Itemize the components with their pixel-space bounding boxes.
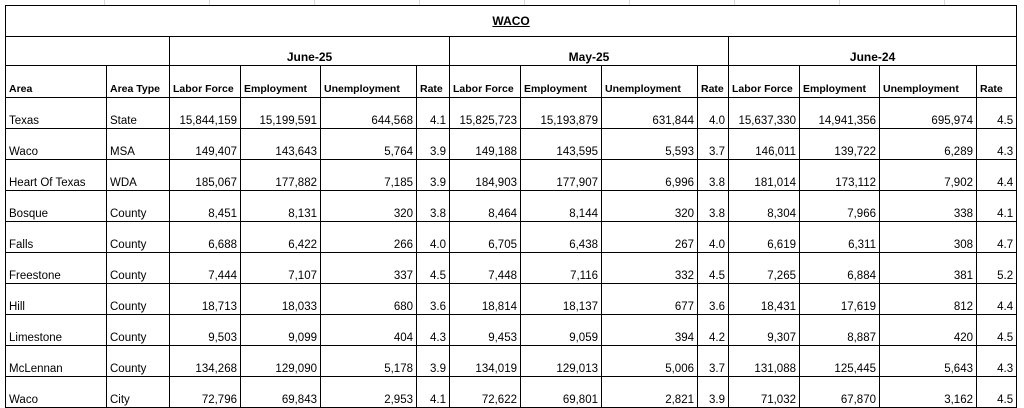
column-header-row — [6, 66, 1017, 98]
value-cell[interactable]: 3.8 — [417, 191, 450, 222]
period-header-row — [6, 37, 1017, 66]
value-cell[interactable]: 143,595 — [521, 129, 602, 160]
value-cell[interactable]: 9,307 — [729, 315, 800, 346]
value-cell[interactable]: 7,966 — [800, 191, 880, 222]
table-row — [6, 222, 1017, 253]
value-cell[interactable]: 2,953 — [321, 377, 417, 408]
value-cell[interactable]: 69,801 — [521, 377, 602, 408]
value-cell[interactable]: 72,622 — [450, 377, 521, 408]
area-cell[interactable]: Freestone — [6, 253, 107, 284]
value-cell[interactable]: 149,188 — [450, 129, 521, 160]
value-cell[interactable]: 4.7 — [977, 222, 1017, 253]
value-cell[interactable]: 338 — [880, 191, 977, 222]
column-header[interactable]: Rate — [977, 66, 1017, 98]
value-cell[interactable]: 129,013 — [521, 346, 602, 377]
value-cell[interactable]: 18,814 — [450, 284, 521, 315]
value-cell[interactable]: 9,453 — [450, 315, 521, 346]
value-cell[interactable]: 3.9 — [698, 377, 729, 408]
value-cell[interactable]: 8,451 — [170, 191, 241, 222]
value-cell[interactable]: 4.5 — [977, 98, 1017, 129]
value-cell[interactable]: 6,884 — [800, 253, 880, 284]
value-cell[interactable]: 9,099 — [241, 315, 321, 346]
value-cell[interactable]: 5,764 — [321, 129, 417, 160]
value-cell[interactable]: 3,162 — [880, 377, 977, 408]
column-header[interactable]: Employment — [241, 66, 321, 98]
value-cell[interactable]: 266 — [321, 222, 417, 253]
value-cell[interactable]: 184,903 — [450, 160, 521, 191]
column-header[interactable]: Employment — [800, 66, 880, 98]
value-cell[interactable]: 4.0 — [417, 222, 450, 253]
period-header-may-25[interactable]: May-25 — [450, 37, 729, 66]
area-type-cell[interactable]: County — [107, 253, 170, 284]
table-row — [6, 160, 1017, 191]
value-cell[interactable]: 267 — [602, 222, 698, 253]
value-cell[interactable]: 3.9 — [417, 160, 450, 191]
value-cell[interactable]: 5,643 — [880, 346, 977, 377]
table-row — [6, 129, 1017, 160]
value-cell[interactable]: 3.9 — [417, 346, 450, 377]
value-cell[interactable]: 320 — [321, 191, 417, 222]
value-cell[interactable]: 71,032 — [729, 377, 800, 408]
value-cell[interactable]: 394 — [602, 315, 698, 346]
value-cell[interactable]: 18,431 — [729, 284, 800, 315]
area-type-cell[interactable]: County — [107, 315, 170, 346]
value-cell[interactable]: 4.4 — [977, 160, 1017, 191]
value-cell[interactable]: 149,407 — [170, 129, 241, 160]
value-cell[interactable]: 4.1 — [417, 98, 450, 129]
value-cell[interactable]: 15,199,591 — [241, 98, 321, 129]
value-cell[interactable]: 4.3 — [977, 346, 1017, 377]
table-row — [6, 346, 1017, 377]
value-cell[interactable]: 680 — [321, 284, 417, 315]
value-cell[interactable]: 15,637,330 — [729, 98, 800, 129]
column-header[interactable]: Unemployment — [602, 66, 698, 98]
value-cell[interactable]: 5.2 — [977, 253, 1017, 284]
value-cell[interactable]: 134,268 — [170, 346, 241, 377]
value-cell[interactable]: 4.2 — [698, 315, 729, 346]
value-cell[interactable]: 2,821 — [602, 377, 698, 408]
column-header[interactable]: Labor Force — [450, 66, 521, 98]
value-cell[interactable]: 337 — [321, 253, 417, 284]
area-cell[interactable]: McLennan — [6, 346, 107, 377]
value-cell[interactable]: 3.8 — [698, 160, 729, 191]
value-cell[interactable]: 8,131 — [241, 191, 321, 222]
column-header[interactable]: Area — [6, 66, 107, 98]
value-cell[interactable]: 131,088 — [729, 346, 800, 377]
table-row — [6, 315, 1017, 346]
area-type-cell[interactable]: State — [107, 98, 170, 129]
value-cell[interactable]: 72,796 — [170, 377, 241, 408]
area-cell[interactable]: Limestone — [6, 315, 107, 346]
value-cell[interactable]: 17,619 — [800, 284, 880, 315]
area-type-cell[interactable]: County — [107, 191, 170, 222]
value-cell[interactable]: 69,843 — [241, 377, 321, 408]
value-cell[interactable]: 3.7 — [698, 129, 729, 160]
value-cell[interactable]: 18,713 — [170, 284, 241, 315]
value-cell[interactable]: 6,996 — [602, 160, 698, 191]
value-cell[interactable]: 5,178 — [321, 346, 417, 377]
value-cell[interactable]: 4.3 — [417, 315, 450, 346]
value-cell[interactable]: 6,619 — [729, 222, 800, 253]
value-cell[interactable]: 332 — [602, 253, 698, 284]
table-row — [6, 98, 1017, 129]
value-cell[interactable]: 67,870 — [800, 377, 880, 408]
table-row — [6, 284, 1017, 315]
value-cell[interactable]: 4.0 — [698, 222, 729, 253]
value-cell[interactable]: 4.1 — [977, 191, 1017, 222]
value-cell[interactable]: 134,019 — [450, 346, 521, 377]
value-cell[interactable]: 3.8 — [698, 191, 729, 222]
area-cell[interactable]: Bosque — [6, 191, 107, 222]
area-cell[interactable]: Waco — [6, 377, 107, 408]
value-cell[interactable]: 644,568 — [321, 98, 417, 129]
value-cell[interactable]: 8,304 — [729, 191, 800, 222]
value-cell[interactable]: 6,422 — [241, 222, 321, 253]
labor-statistics-table — [5, 5, 1017, 408]
table-title[interactable]: WACO — [6, 6, 1017, 37]
period-header-june-24[interactable]: June-24 — [729, 37, 1017, 66]
value-cell[interactable]: 8,887 — [800, 315, 880, 346]
value-cell[interactable]: 8,144 — [521, 191, 602, 222]
value-cell[interactable]: 6,289 — [880, 129, 977, 160]
value-cell[interactable]: 4.4 — [977, 284, 1017, 315]
table-row — [6, 191, 1017, 222]
value-cell[interactable]: 177,882 — [241, 160, 321, 191]
value-cell[interactable]: 695,974 — [880, 98, 977, 129]
title-row — [6, 6, 1017, 37]
value-cell[interactable]: 7,116 — [521, 253, 602, 284]
value-cell[interactable]: 6,688 — [170, 222, 241, 253]
column-header[interactable]: Rate — [698, 66, 729, 98]
value-cell[interactable]: 173,112 — [800, 160, 880, 191]
value-cell[interactable]: 177,907 — [521, 160, 602, 191]
area-cell[interactable]: Heart Of Texas — [6, 160, 107, 191]
value-cell[interactable]: 14,941,356 — [800, 98, 880, 129]
value-cell[interactable]: 139,722 — [800, 129, 880, 160]
value-cell[interactable]: 7,448 — [450, 253, 521, 284]
area-type-cell[interactable]: WDA — [107, 160, 170, 191]
value-cell[interactable]: 125,445 — [800, 346, 880, 377]
value-cell[interactable]: 18,033 — [241, 284, 321, 315]
value-cell[interactable]: 4.5 — [698, 253, 729, 284]
value-cell[interactable]: 812 — [880, 284, 977, 315]
value-cell[interactable]: 4.0 — [698, 98, 729, 129]
value-cell[interactable]: 308 — [880, 222, 977, 253]
value-cell[interactable]: 320 — [602, 191, 698, 222]
value-cell[interactable]: 4.1 — [417, 377, 450, 408]
value-cell[interactable]: 15,825,723 — [450, 98, 521, 129]
period-header-june-25[interactable]: June-25 — [170, 37, 450, 66]
value-cell[interactable]: 4.5 — [417, 253, 450, 284]
table-row — [6, 377, 1017, 408]
area-cell[interactable]: Hill — [6, 284, 107, 315]
value-cell[interactable]: 7,185 — [321, 160, 417, 191]
column-header[interactable]: Employment — [521, 66, 602, 98]
column-header[interactable]: Rate — [417, 66, 450, 98]
blank-header-cell[interactable] — [6, 37, 170, 66]
area-type-cell[interactable]: City — [107, 377, 170, 408]
area-type-cell[interactable]: MSA — [107, 129, 170, 160]
column-header[interactable]: Unemployment — [880, 66, 977, 98]
value-cell[interactable]: 631,844 — [602, 98, 698, 129]
value-cell[interactable]: 3.6 — [417, 284, 450, 315]
value-cell[interactable]: 9,059 — [521, 315, 602, 346]
value-cell[interactable]: 18,137 — [521, 284, 602, 315]
value-cell[interactable]: 4.5 — [977, 315, 1017, 346]
value-cell[interactable]: 146,011 — [729, 129, 800, 160]
value-cell[interactable]: 3.6 — [698, 284, 729, 315]
value-cell[interactable]: 7,444 — [170, 253, 241, 284]
column-header[interactable]: Unemployment — [321, 66, 417, 98]
value-cell[interactable]: 677 — [602, 284, 698, 315]
value-cell[interactable]: 7,107 — [241, 253, 321, 284]
value-cell[interactable]: 143,643 — [241, 129, 321, 160]
value-cell[interactable]: 6,311 — [800, 222, 880, 253]
area-cell[interactable]: Waco — [6, 129, 107, 160]
value-cell[interactable]: 8,464 — [450, 191, 521, 222]
value-cell[interactable]: 7,265 — [729, 253, 800, 284]
area-type-cell[interactable]: County — [107, 222, 170, 253]
value-cell[interactable]: 404 — [321, 315, 417, 346]
value-cell[interactable]: 6,705 — [450, 222, 521, 253]
column-header[interactable]: Labor Force — [170, 66, 241, 98]
value-cell[interactable]: 3.7 — [698, 346, 729, 377]
value-cell[interactable]: 6,438 — [521, 222, 602, 253]
area-type-cell[interactable]: County — [107, 346, 170, 377]
value-cell[interactable]: 5,006 — [602, 346, 698, 377]
table-row — [6, 253, 1017, 284]
value-cell[interactable]: 3.9 — [417, 129, 450, 160]
value-cell[interactable]: 9,503 — [170, 315, 241, 346]
value-cell[interactable]: 181,014 — [729, 160, 800, 191]
area-cell[interactable]: Texas — [6, 98, 107, 129]
value-cell[interactable]: 5,593 — [602, 129, 698, 160]
value-cell[interactable]: 381 — [880, 253, 977, 284]
column-header[interactable]: Area Type — [107, 66, 170, 98]
column-header[interactable]: Labor Force — [729, 66, 800, 98]
value-cell[interactable]: 129,090 — [241, 346, 321, 377]
value-cell[interactable]: 15,193,879 — [521, 98, 602, 129]
value-cell[interactable]: 185,067 — [170, 160, 241, 191]
value-cell[interactable]: 4.5 — [977, 377, 1017, 408]
value-cell[interactable]: 15,844,159 — [170, 98, 241, 129]
value-cell[interactable]: 7,902 — [880, 160, 977, 191]
value-cell[interactable]: 420 — [880, 315, 977, 346]
area-type-cell[interactable]: County — [107, 284, 170, 315]
area-cell[interactable]: Falls — [6, 222, 107, 253]
value-cell[interactable]: 4.3 — [977, 129, 1017, 160]
